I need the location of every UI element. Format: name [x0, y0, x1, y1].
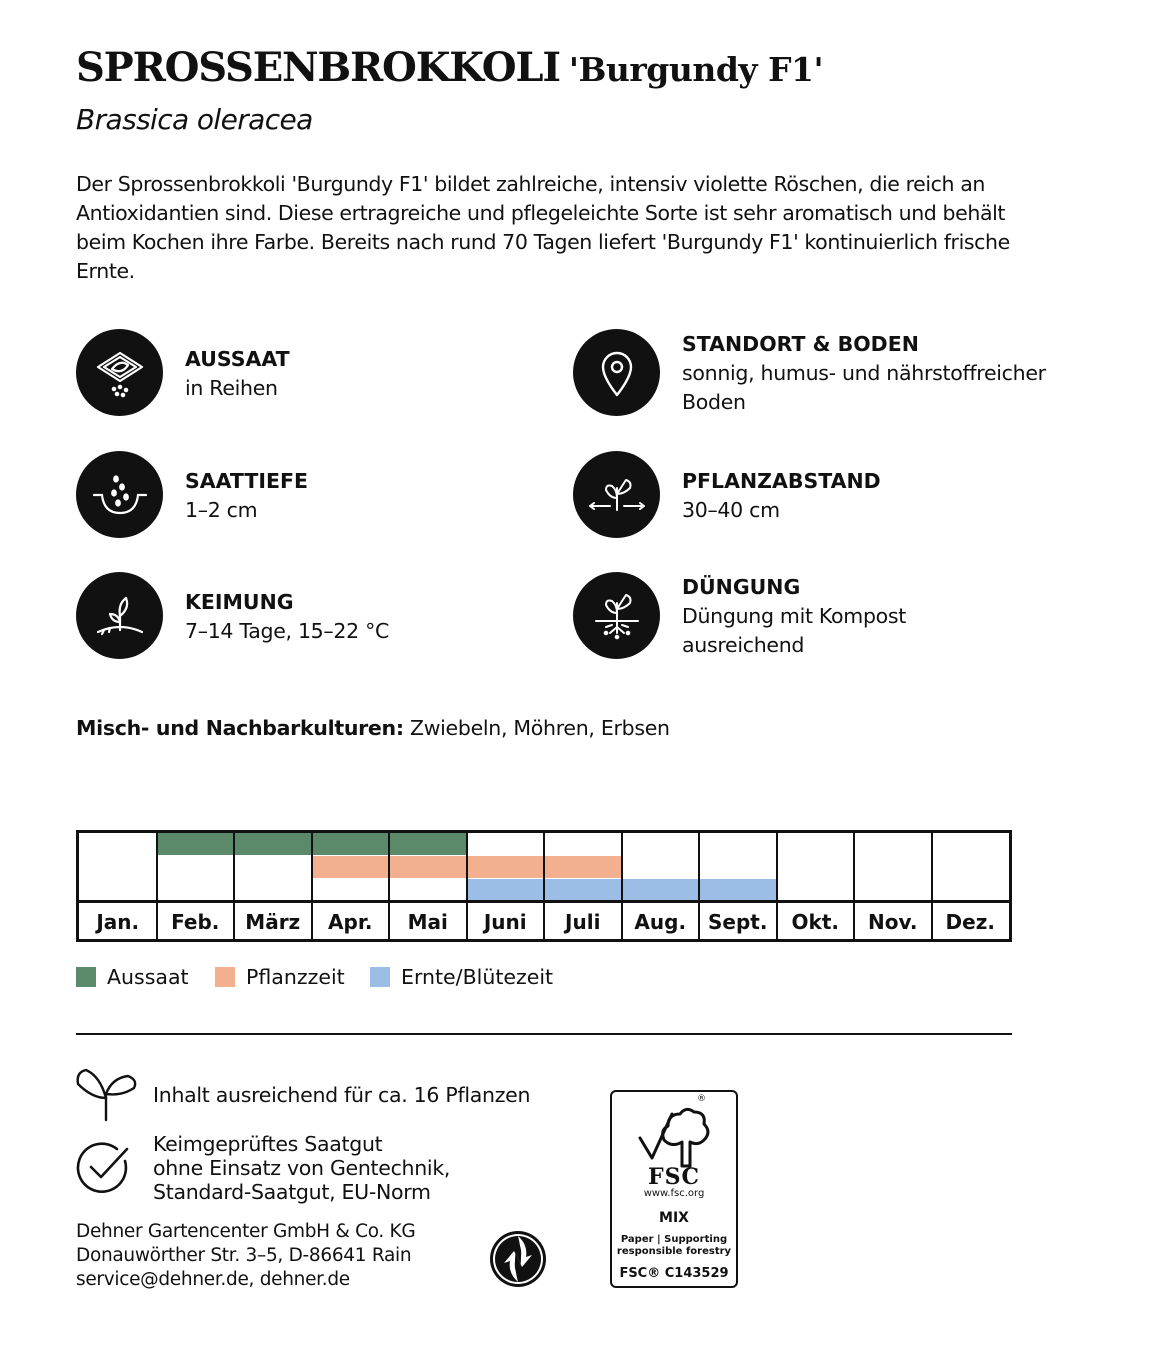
plants-icon [72, 1066, 142, 1126]
checkmark-icon [75, 1139, 133, 1201]
companion-plants [76, 716, 670, 740]
sprout-icon [76, 572, 163, 659]
seed-quality-line3: Standard-Saatgut, EU-Norm [153, 1180, 431, 1204]
calendar-month-label: Feb. [171, 910, 220, 934]
plant-roots-icon [573, 572, 660, 659]
fsc-registered: ® [697, 1094, 706, 1104]
companion-label: Misch- und Nachbarkulturen: [76, 716, 404, 740]
calendar-month-label: Nov. [868, 910, 918, 934]
fsc-code: FSC® C143529 [619, 1266, 729, 1281]
sowing-calendar [76, 830, 1012, 942]
fsc-url: www.fsc.org [643, 1188, 705, 1199]
legend-pflanzzeit [215, 965, 345, 989]
calendar-month-label: Dez. [945, 910, 995, 934]
fsc-description [612, 1234, 736, 1258]
pflanzabstand-value: 30–40 cm [682, 498, 780, 522]
legend-swatch-aussaat [76, 967, 96, 987]
calendar-month-label: Okt. [791, 910, 839, 934]
feature-duengung [573, 572, 942, 660]
fsc-label [610, 1090, 738, 1288]
seed-quality-line1: Keimgeprüftes Saatgut [153, 1132, 383, 1156]
calendar-month-label: Apr. [328, 910, 373, 934]
calendar-month-label: Juli [565, 910, 601, 934]
calendar-month-label: Juni [483, 910, 527, 934]
calendar-month-label: Jan. [96, 910, 140, 934]
calendar-month-label: Sept. [708, 910, 768, 934]
seed-quality-line2: ohne Einsatz von Gentechnik, [153, 1156, 451, 1180]
legend-swatch-pflanzzeit [215, 967, 235, 987]
legend-swatch-ernte [370, 967, 390, 987]
companion-value: Zwiebeln, Möhren, Erbsen [409, 716, 670, 740]
product-name: SPROSSENBROKKOLI [76, 44, 560, 91]
keimung-label: KEIMUNG [185, 590, 294, 614]
calendar-month-label: Mai [407, 910, 448, 934]
aussaat-label: AUSSAAT [185, 347, 290, 371]
duengung-value: Düngung mit Kompost ausreichend [682, 604, 907, 657]
standort-label: STANDORT & BODEN [682, 332, 919, 356]
duengung-label: DÜNGUNG [682, 575, 801, 599]
company-street: Donauwörther Str. 3–5, D-86641 Rain [76, 1245, 412, 1266]
plant-spacing-icon [573, 451, 660, 538]
feature-keimung [76, 572, 389, 659]
saattiefe-value: 1–2 cm [185, 498, 258, 522]
legend-ernte [370, 965, 553, 989]
legend-label-pflanzzeit: Pflanzzeit [246, 965, 345, 989]
feature-standort [573, 329, 1062, 417]
fsc-desc-line1: Paper | Supporting [620, 1234, 728, 1245]
content-amount: Inhalt ausreichend für ca. 16 Pflanzen [153, 1083, 531, 1107]
fsc-tree-icon [634, 1100, 718, 1172]
feature-aussaat [76, 329, 290, 416]
saattiefe-label: SAATTIEFE [185, 469, 308, 493]
company-address [76, 1220, 415, 1292]
feature-pflanzabstand [573, 451, 881, 538]
seed-quality [153, 1132, 450, 1204]
pflanzabstand-label: PFLANZABSTAND [682, 469, 881, 493]
sowing-depth-icon [76, 451, 163, 538]
calendar-month-label: März [245, 910, 301, 934]
standort-value: sonnig, humus- und nährstoffreicher Boden [682, 361, 1046, 414]
product-description: Der Sprossenbrokkoli 'Burgundy F1' bildet zahlreiche, intensiv violette Röschen, die reich an Antioxidantien sind. Diese ertragreiche und pflegeleichte Sorte ist sehr aromatisch und behält beim Kochen ihre Farbe. Bereits nach rund 70 Tagen liefert 'Burgundy F1' kontinuierlich frische Ernte. [76, 172, 1010, 283]
divider-rule [76, 1033, 1012, 1035]
fsc-desc-line2: responsible forestry [616, 1246, 732, 1257]
company-contact: service@dehner.de, dehner.de [76, 1269, 350, 1290]
seed-packet-icon [76, 329, 163, 416]
keimung-value: 7–14 Tage, 15–22 °C [185, 619, 390, 643]
fsc-type: MIX [659, 1210, 689, 1226]
aussaat-value: in Reihen [185, 376, 278, 400]
legend-label-aussaat: Aussaat [107, 965, 189, 989]
fsc-logo-text: FSC [647, 1164, 701, 1190]
legend-aussaat [76, 965, 189, 989]
latin-name: Brassica oleracea [76, 103, 313, 136]
legend-label-ernte: Ernte/Blütezeit [401, 965, 554, 989]
feature-saattiefe [76, 451, 308, 538]
company-name: Dehner Gartencenter GmbH & Co. KG [76, 1221, 416, 1242]
product-variety: 'Burgundy F1' [568, 50, 824, 89]
green-dot-icon [488, 1229, 548, 1293]
product-title [76, 44, 823, 91]
location-pin-icon [573, 329, 660, 416]
calendar-month-label: Aug. [634, 910, 687, 934]
